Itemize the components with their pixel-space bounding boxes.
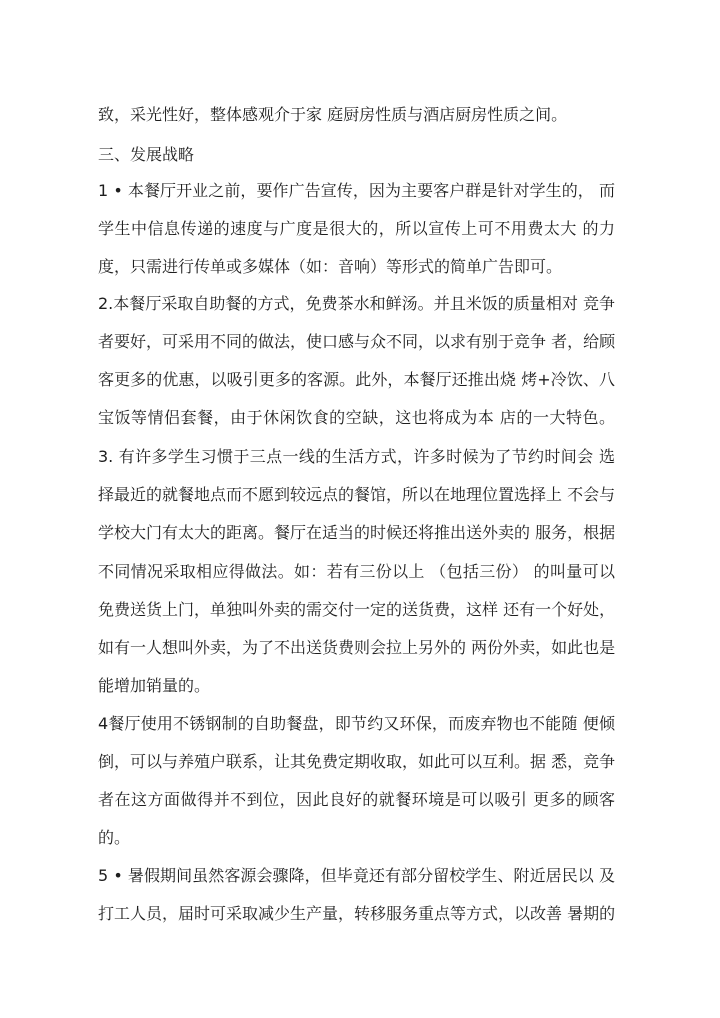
text-line: 打工人员，届时可采取减少生产量，转移服务重点等方式，以改善 暑期的 <box>98 904 616 923</box>
text-line: 不同情况采取相应得做法。如：若有三份以上 （包括三份） 的叫量可以 <box>98 562 615 581</box>
text-line: 学校大门有太大的距离。餐厅在适当的时候还将推出送外卖的 服务，根据 <box>98 523 616 542</box>
text-line: 学生中信息传递的速度与广度是很大的，所以宣传上可不用费太大 的力 <box>98 219 615 238</box>
text-line: 2.本餐厅采取自助餐的方式，免费茶水和鲜汤。并且米饭的质量相对 竞争 <box>98 294 615 313</box>
text-line: 的。 <box>98 828 131 847</box>
text-line: 1 • 本餐厅开业之前，要作广告宣传，因为主要客户群是针对学生的， 而 <box>98 181 615 200</box>
text-line: 4餐厅使用不锈钢制的自助餐盘，即节约又环保，而废弃物也不能随 便倾 <box>98 714 615 733</box>
text-line: 免费送货上门，单独叫外卖的需交付一定的送货费，这样 还有一个好处， <box>98 600 616 619</box>
text-line: 者在这方面做得并不到位，因此良好的就餐环境是可以吸引 更多的顾客 <box>98 790 615 809</box>
text-line: 倒，可以与养殖户联系，让其免费定期收取，如此可以互利。据 悉，竞争 <box>98 752 616 771</box>
text-line: 能增加销量的。 <box>98 676 211 695</box>
text-line: 致，采光性好，整体感观介于家 庭厨房性质与酒店厨房性质之间。 <box>98 105 568 124</box>
text-line: 如有一人想叫外卖，为了不出送货费则会拉上另外的 两份外卖，如此也是 <box>98 638 616 657</box>
text-line: 5 • 暑假期间虽然客源会骤降，但毕竟还有部分留校学生、附近居民以 及 <box>98 866 615 885</box>
text-line: 客更多的优惠，以吸引更多的客源。此外，本餐厅还推出烧 烤+冷饮、八 <box>98 370 615 389</box>
text-line: 3. 有许多学生习惯于三点一线的生活方式，许多时候为了节约时间会 选 <box>98 447 615 466</box>
text-line: 者要好，可采用不同的做法，使口感与众不同，以求有别于竞争 者，给顾 <box>98 332 616 351</box>
text-line: 宝饭等情侣套餐，由于休闲饮食的空缺，这也将成为本 店的一大特色。 <box>98 408 615 427</box>
section-heading: 三、发展战略 <box>98 145 195 164</box>
text-line: 择最近的就餐地点而不愿到较远点的餐馆，所以在地理位置选择上 不会与 <box>98 485 616 504</box>
text-line: 度，只需进行传单或多媒体（如：音响）等形式的简单广告即可。 <box>98 257 563 276</box>
